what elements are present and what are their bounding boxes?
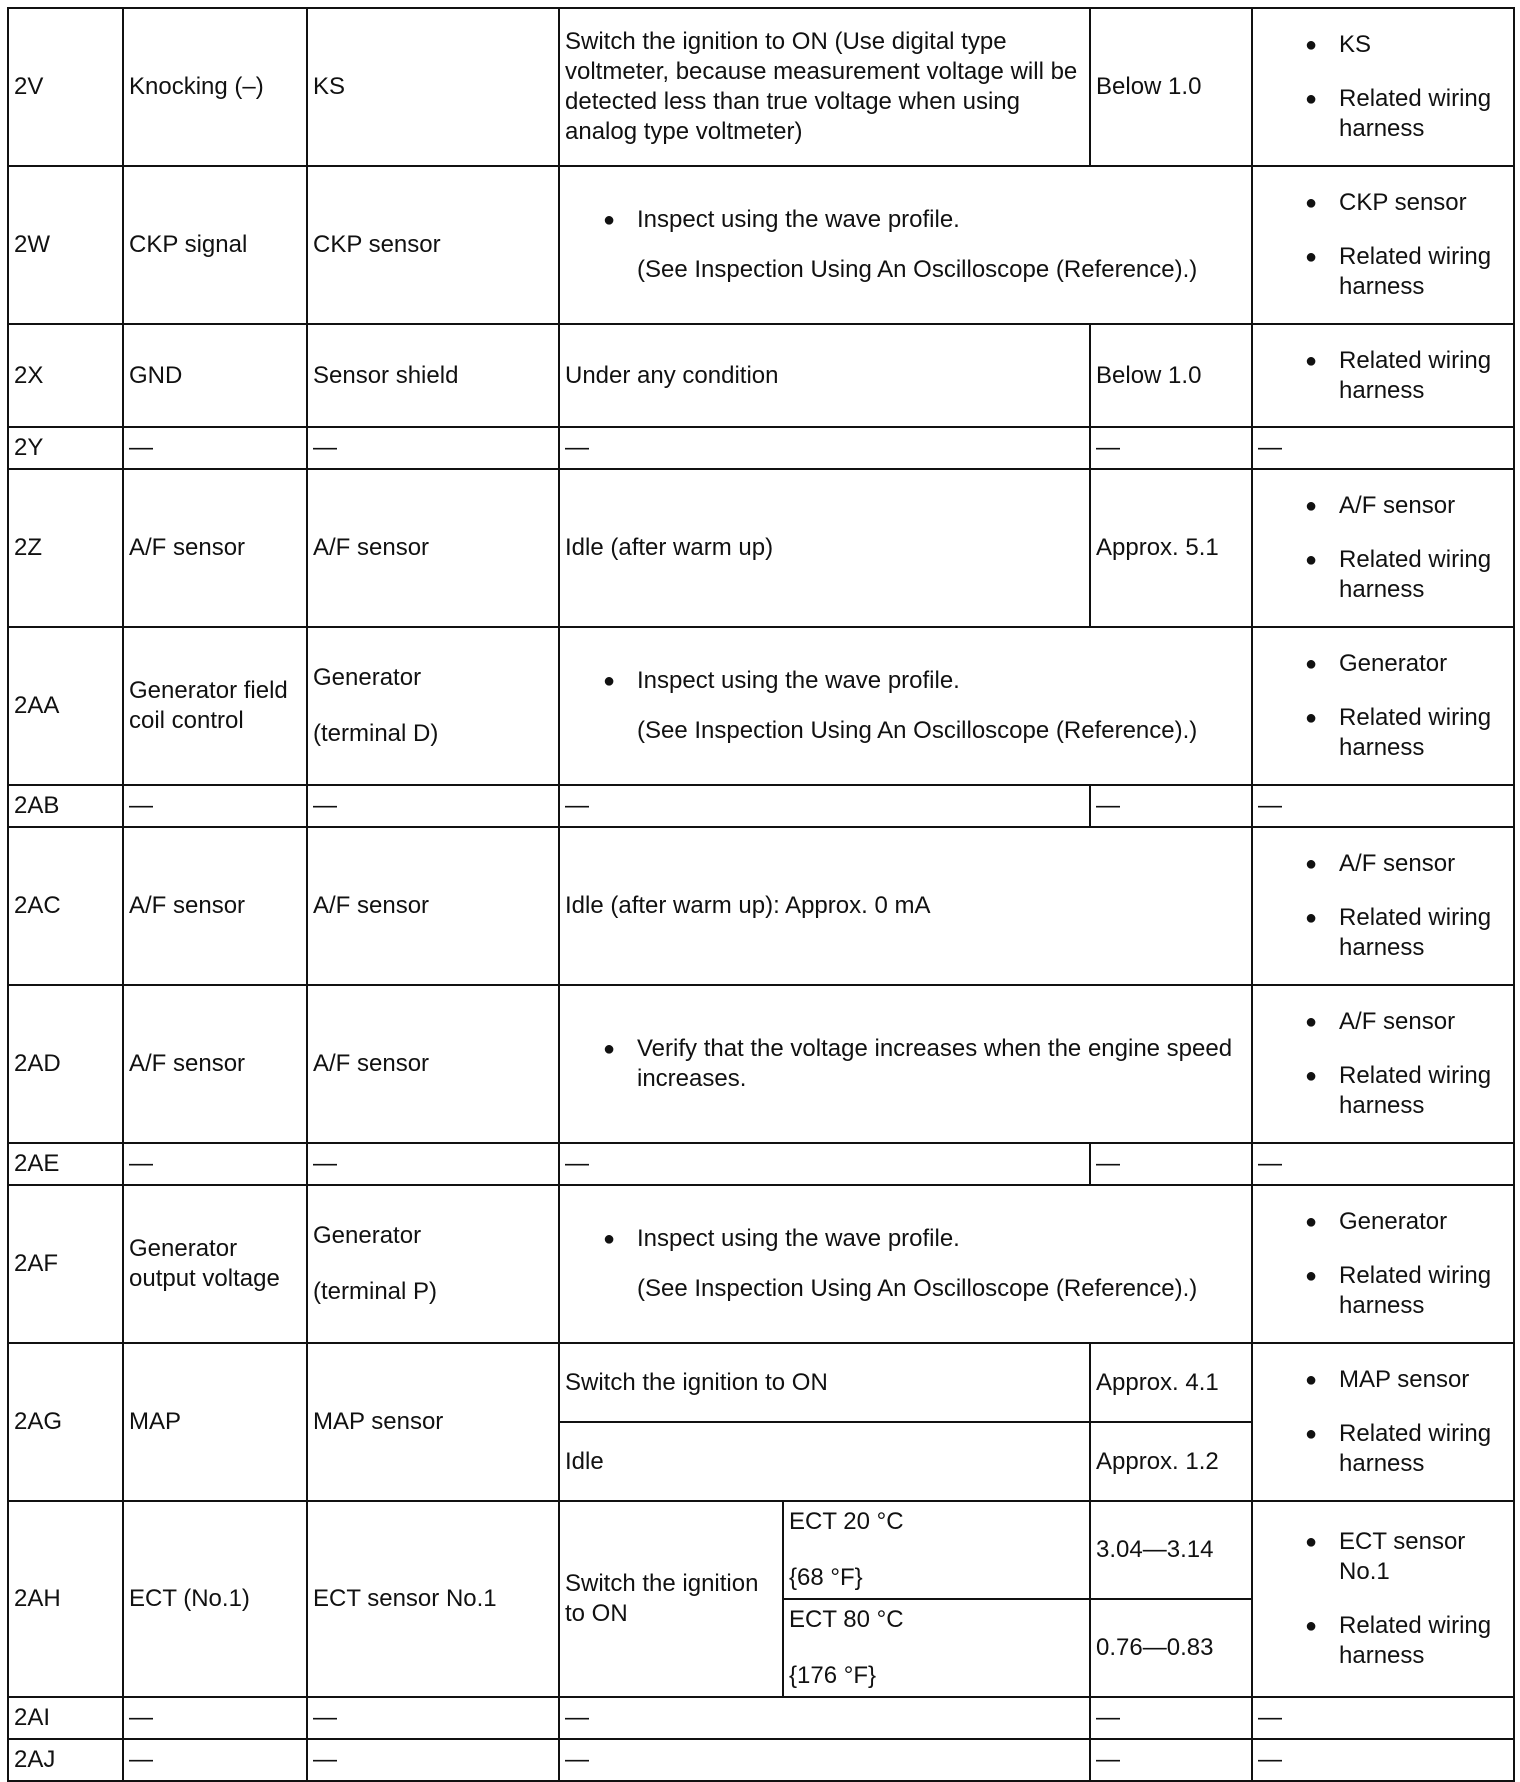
list-item: ● Related wiring harness — [1339, 84, 1509, 144]
empty-cell: — — [123, 427, 307, 469]
connected-to-cell: Sensor shield — [307, 324, 559, 427]
reference-link-text[interactable]: (See Inspection Using An Oscilloscope (Reference).) — [637, 1275, 1198, 1302]
inspection-item-list — [1258, 1527, 1509, 1671]
sub-condition-line: {176 °F} — [789, 1662, 876, 1689]
list-item: ● CKP sensor — [1339, 188, 1509, 218]
terminal-cell: 2AD — [8, 985, 123, 1143]
signal-cell: A/F sensor — [123, 985, 307, 1143]
table-row — [8, 469, 1514, 627]
empty-cell: — — [123, 1697, 307, 1739]
test-condition-cell: Idle (after warm up): Approx. 0 mA — [559, 827, 1252, 985]
terminal-cell: 2AH — [8, 1501, 123, 1697]
table-row — [8, 1697, 1514, 1739]
signal-cell: A/F sensor — [123, 827, 307, 985]
list-item: ● Related wiring harness — [1339, 1611, 1509, 1671]
list-item: ● KS — [1339, 30, 1509, 60]
table-row — [8, 827, 1514, 985]
inspection-item-list — [1258, 649, 1509, 763]
note-list — [565, 1034, 1247, 1094]
test-condition-cell: Idle (after warm up) — [559, 469, 1090, 627]
empty-cell: — — [123, 1143, 307, 1185]
inspection-item-cell — [1252, 1343, 1514, 1501]
signal-cell: A/F sensor — [123, 469, 307, 627]
test-condition-cell — [559, 1185, 1252, 1343]
connected-to-cell: MAP sensor — [307, 1343, 559, 1501]
test-condition-cell: Under any condition — [559, 324, 1090, 427]
list-item: ● A/F sensor — [1339, 1007, 1509, 1037]
sub-condition-cell — [783, 1501, 1090, 1599]
inspection-item-cell — [1252, 8, 1514, 166]
note-item — [637, 205, 1247, 285]
empty-cell: — — [307, 1739, 559, 1781]
note-list — [565, 666, 1247, 746]
terminal-cell: 2X — [8, 324, 123, 427]
note-item — [637, 666, 1247, 746]
table-row — [8, 1343, 1514, 1422]
reference-link-text[interactable]: (See Inspection Using An Oscilloscope (Reference).) — [637, 717, 1198, 744]
empty-cell: — — [1090, 1143, 1252, 1185]
signal-cell: GND — [123, 324, 307, 427]
table-row — [8, 985, 1514, 1143]
voltage-cell: Approx. 5.1 — [1090, 469, 1252, 627]
connected-to-cell — [307, 627, 559, 785]
list-item: ● Related wiring harness — [1339, 1419, 1509, 1479]
empty-cell: — — [559, 1143, 1090, 1185]
voltage-cell: Approx. 4.1 — [1090, 1343, 1252, 1422]
test-condition-cell: Switch the ignition to ON — [559, 1343, 1090, 1422]
inspection-item-list — [1258, 849, 1509, 963]
inspection-item-list — [1258, 1365, 1509, 1479]
signal-cell: Knocking (–) — [123, 8, 307, 166]
list-item: ● Related wiring harness — [1339, 1261, 1509, 1321]
inspection-item-cell — [1252, 985, 1514, 1143]
inspection-item-cell — [1252, 469, 1514, 627]
test-condition-cell: Idle — [559, 1422, 1090, 1501]
inspection-item-cell — [1252, 1185, 1514, 1343]
note-text: Inspect using the wave profile. — [637, 206, 960, 233]
voltage-cell: Below 1.0 — [1090, 8, 1252, 166]
terminal-spec-table — [7, 7, 1515, 1782]
list-item: ● Related wiring harness — [1339, 703, 1509, 763]
list-item: ● A/F sensor — [1339, 491, 1509, 521]
test-condition-cell: Switch the ignition to ON — [559, 1501, 783, 1697]
note-text: Inspect using the wave profile. — [637, 667, 960, 694]
empty-cell: — — [1252, 785, 1514, 827]
terminal-cell: 2AB — [8, 785, 123, 827]
sub-condition-line: {68 °F} — [789, 1564, 863, 1591]
table-row — [8, 8, 1514, 166]
inspection-item-list — [1258, 346, 1509, 406]
signal-cell: CKP signal — [123, 166, 307, 324]
inspection-item-cell — [1252, 324, 1514, 427]
table-row — [8, 166, 1514, 324]
table-row — [8, 324, 1514, 427]
list-item: ● Related wiring harness — [1339, 903, 1509, 963]
voltage-cell: Below 1.0 — [1090, 324, 1252, 427]
inspection-item-list — [1258, 30, 1509, 144]
list-item: ● MAP sensor — [1339, 1365, 1509, 1395]
terminal-cell: 2AA — [8, 627, 123, 785]
inspection-item-cell — [1252, 827, 1514, 985]
terminal-cell: 2Y — [8, 427, 123, 469]
empty-cell: — — [307, 427, 559, 469]
table-row — [8, 785, 1514, 827]
sub-condition-line: ECT 20 °C — [789, 1508, 904, 1535]
connected-to-line: Generator — [313, 1222, 422, 1249]
list-item: ● Related wiring harness — [1339, 242, 1509, 302]
sub-condition-line: ECT 80 °C — [789, 1606, 904, 1633]
list-item: ● Related wiring harness — [1339, 545, 1509, 605]
table-row — [8, 627, 1514, 785]
connected-to-line: (terminal P) — [313, 1278, 438, 1305]
empty-cell: — — [123, 1739, 307, 1781]
empty-cell: — — [1090, 427, 1252, 469]
connected-to-line: Generator — [313, 664, 422, 691]
table-row — [8, 1501, 1514, 1599]
terminal-cell: 2AI — [8, 1697, 123, 1739]
list-item: ● Generator — [1339, 649, 1509, 679]
voltage-cell: Approx. 1.2 — [1090, 1422, 1252, 1501]
empty-cell: — — [1090, 1739, 1252, 1781]
connected-to-cell: KS — [307, 8, 559, 166]
note-list — [565, 1224, 1247, 1304]
signal-cell: ECT (No.1) — [123, 1501, 307, 1697]
signal-cell: Generator field coil control — [123, 627, 307, 785]
inspection-item-cell — [1252, 166, 1514, 324]
inspection-item-list — [1258, 1207, 1509, 1321]
empty-cell: — — [559, 427, 1090, 469]
test-condition-cell — [559, 166, 1252, 324]
inspection-item-list — [1258, 188, 1509, 302]
inspection-item-list — [1258, 1007, 1509, 1121]
terminal-cell: 2Z — [8, 469, 123, 627]
table-row — [8, 427, 1514, 469]
connected-to-line: (terminal D) — [313, 720, 439, 747]
inspection-item-list — [1258, 491, 1509, 605]
list-item: ● ECT sensor No.1 — [1339, 1527, 1509, 1587]
empty-cell: — — [1252, 1697, 1514, 1739]
empty-cell: — — [559, 785, 1090, 827]
test-condition-cell: Switch the ignition to ON (Use digital type voltmeter, because measurement voltage will be detected less than true voltage when using analog type voltmeter) — [559, 8, 1090, 166]
list-item: ● Related wiring harness — [1339, 346, 1509, 406]
table-row — [8, 1185, 1514, 1343]
empty-cell: — — [123, 785, 307, 827]
inspection-item-cell — [1252, 627, 1514, 785]
empty-cell: — — [1252, 1739, 1514, 1781]
empty-cell: — — [559, 1739, 1090, 1781]
terminal-cell: 2AE — [8, 1143, 123, 1185]
list-item: ● A/F sensor — [1339, 849, 1509, 879]
terminal-cell: 2AJ — [8, 1739, 123, 1781]
terminal-cell: 2AG — [8, 1343, 123, 1501]
signal-cell: MAP — [123, 1343, 307, 1501]
empty-cell: — — [1090, 785, 1252, 827]
table-row — [8, 1739, 1514, 1781]
empty-cell: — — [307, 785, 559, 827]
terminal-cell: 2W — [8, 166, 123, 324]
connected-to-cell — [307, 1185, 559, 1343]
test-condition-cell — [559, 627, 1252, 785]
connected-to-cell: A/F sensor — [307, 985, 559, 1143]
sub-condition-cell — [783, 1599, 1090, 1697]
voltage-cell: 3.04—3.14 — [1090, 1501, 1252, 1599]
empty-cell: — — [559, 1697, 1090, 1739]
list-item: ● Generator — [1339, 1207, 1509, 1237]
connected-to-cell: ECT sensor No.1 — [307, 1501, 559, 1697]
empty-cell: — — [1090, 1697, 1252, 1739]
voltage-cell: 0.76—0.83 — [1090, 1599, 1252, 1697]
empty-cell: — — [307, 1697, 559, 1739]
note-item — [637, 1224, 1247, 1304]
table-row — [8, 1143, 1514, 1185]
empty-cell: — — [1252, 1143, 1514, 1185]
empty-cell: — — [307, 1143, 559, 1185]
reference-link-text[interactable]: (See Inspection Using An Oscilloscope (Reference).) — [637, 256, 1198, 283]
terminal-cell: 2AC — [8, 827, 123, 985]
list-item: ● Related wiring harness — [1339, 1061, 1509, 1121]
empty-cell: — — [1252, 427, 1514, 469]
note-text: Inspect using the wave profile. — [637, 1225, 960, 1252]
test-condition-cell — [559, 985, 1252, 1143]
signal-cell: Generator output voltage — [123, 1185, 307, 1343]
note-list — [565, 205, 1247, 285]
document — [7, 7, 1515, 1782]
connected-to-cell: A/F sensor — [307, 827, 559, 985]
connected-to-cell: CKP sensor — [307, 166, 559, 324]
connected-to-cell: A/F sensor — [307, 469, 559, 627]
note-item: ● Verify that the voltage increases when the engine speed increases. — [637, 1034, 1247, 1094]
terminal-cell: 2AF — [8, 1185, 123, 1343]
inspection-item-cell — [1252, 1501, 1514, 1697]
terminal-cell: 2V — [8, 8, 123, 166]
